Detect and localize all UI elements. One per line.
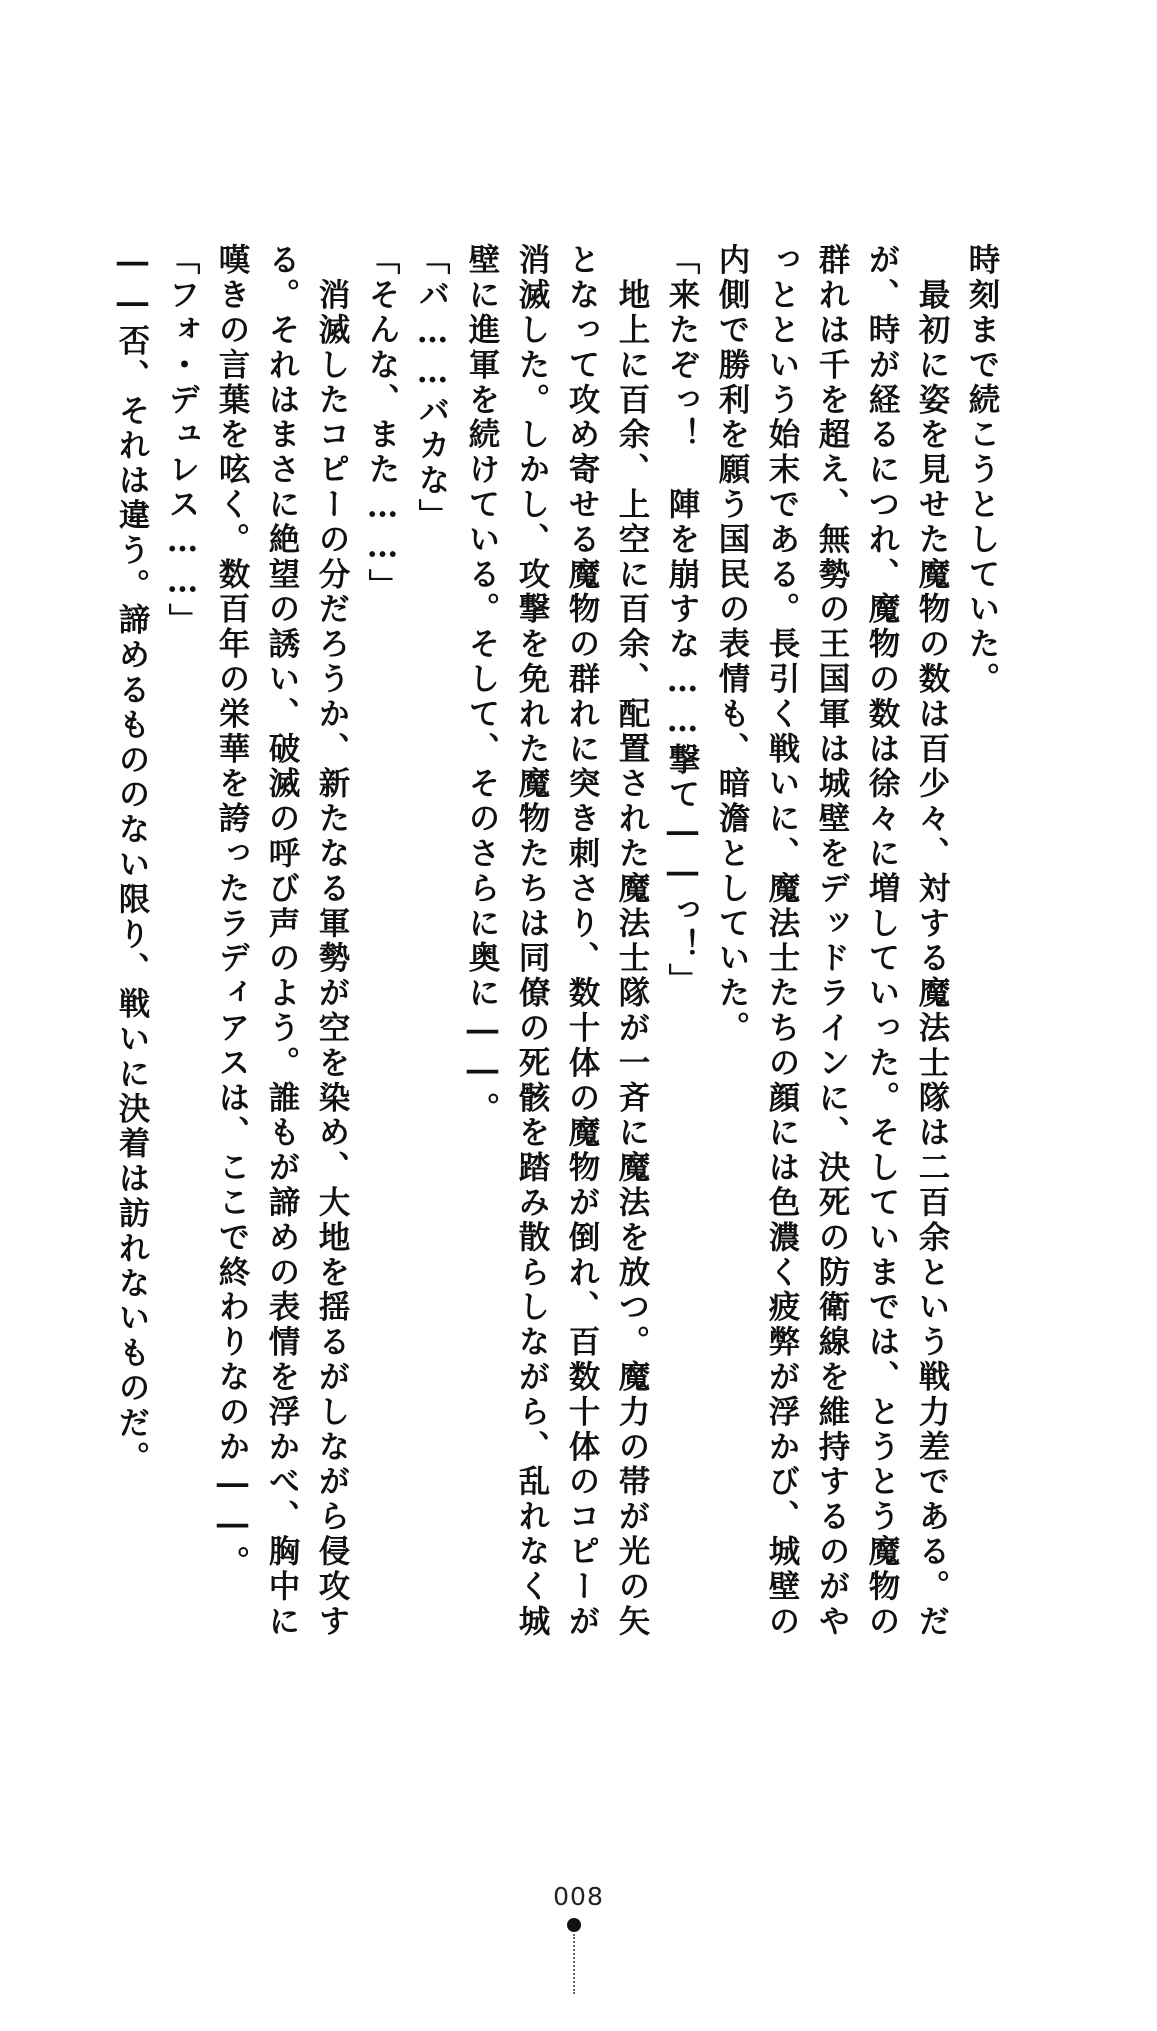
text-line: 壁に進軍を続けている。そして、そのさらに奥に――。 xyxy=(464,243,501,1127)
text-line: る。それはまさに絶望の誘い、破滅の呼び声のよう。誰もが諦めの表情を浮かべ、胸中に xyxy=(264,243,301,1640)
text-line: となって攻め寄せる魔物の群れに突き刺さり、数十体の魔物が倒れ、百数十体のコピーが xyxy=(564,243,601,1639)
text-line: 「来たぞっ！ 陣を崩すな……撃て――っ！」 xyxy=(664,243,701,998)
text-line: 消滅した。しかし、攻撃を免れた魔物たちは同僚の死骸を踏み散らしながら、乱れなく城 xyxy=(514,243,551,1639)
text-line: 最初に姿を見せた魔物の数は百少々、対する魔法士隊は二百余という戦力差である。だ xyxy=(914,243,951,1639)
text-line: 「そんな、また……」 xyxy=(364,243,401,603)
text-line: 消滅したコピーの分だろうか、新たなる軍勢が空を染め、大地を揺るがしながら侵攻す xyxy=(314,243,351,1639)
vertical-body-text xyxy=(107,243,1007,1703)
page-number-tick xyxy=(573,1934,577,1994)
page-number: 008 xyxy=(553,1882,604,1911)
text-line: 内側で勝利を願う国民の表情も、暗澹としていた。 xyxy=(714,243,751,1046)
text-line: 「フォ・デュレス……」 xyxy=(164,243,201,638)
text-line: 地上に百余、上空に百余、配置された魔法士隊が一斉に魔法を放つ。魔力の帯が光の矢 xyxy=(614,243,651,1639)
text-line: っとという始末である。長引く戦いに、魔法士たちの顔には色濃く疲弊が浮かび、城壁の xyxy=(764,243,801,1639)
text-line: が、時が経るにつれ、魔物の数は徐々に増していった。そしていまでは、とうとう魔物の xyxy=(864,243,901,1639)
text-line: 嘆きの言葉を呟く。数百年の栄華を誇ったラディアスは、ここで終わりなのか――。 xyxy=(214,243,251,1581)
page-number-dot xyxy=(567,1918,581,1932)
text-line: 時刻まで続こうとしていた。 xyxy=(964,243,1001,697)
text-line: 群れは千を超え、無勢の王国軍は城壁をデッドラインに、決死の防衛線を維持するのがや xyxy=(814,243,851,1639)
text-line: ――否、それは違う。諦めるもののない限り、戦いに決着は訪れないものだ。 xyxy=(114,243,151,1476)
text-line: 「バ……バカな」 xyxy=(414,243,451,534)
